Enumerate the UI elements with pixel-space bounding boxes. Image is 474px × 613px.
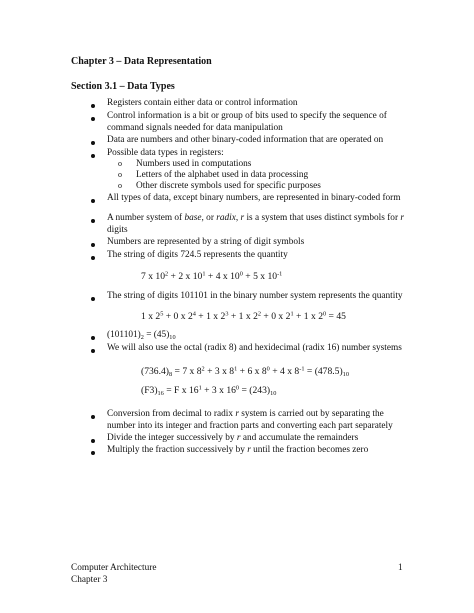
bullet-control-info: Control information is a bit or group of bits used to specify the sequence of (107, 111, 387, 121)
page-number: 1 (398, 563, 403, 573)
bullet-radix: A number system of base, or radix, r is a system that uses distinct symbols for r (107, 213, 404, 223)
chapter-heading: Chapter 3 – Data Representation (71, 56, 212, 67)
section-heading: Section 3.1 – Data Types (71, 81, 175, 92)
bullet-icon (91, 297, 95, 301)
bullet-divide: Divide the integer successively by r and accumulate the remainders (107, 433, 359, 443)
equation-binary: 1 x $2^5 + 0$ x $2^4 + 1$ x $2^3 + 1$ x $2^2 + 0$ x $2^1 + 1$ x $2^0 = 45$ (141, 310, 346, 322)
footer-course: Computer Architecture (71, 563, 157, 573)
bullet-icon (91, 141, 95, 145)
sub-bullet-icon: o (118, 170, 122, 179)
bullet-icon (91, 415, 95, 419)
sub-bullet-icon: o (118, 181, 122, 190)
sub-bullet-icon: o (118, 159, 122, 168)
footer-chapter: Chapter 3 (71, 575, 108, 585)
sub-item-letters: Letters of the alphabet used in data processing (136, 170, 309, 180)
bullet-control-info-cont: command signals needed for data manipulation (107, 123, 283, 133)
bullet-icon (91, 349, 95, 353)
bullet-101101: The string of digits 101101 in the binary number system represents the quantity (107, 291, 403, 301)
bullet-registers: Registers contain either data or control information (107, 98, 298, 108)
bullet-icon (91, 439, 95, 443)
equation-octal: $(736.4)_8 = 7$ x $8^2 + 3$ x $8^1 + 6$ x $8^0 + 4$ x $8^{-1} = (478.5)_{10}$ (141, 365, 349, 378)
bullet-724: The string of digits 724.5 represents the quantity (107, 250, 288, 260)
bullet-conversion-radix: Conversion from decimal to radix r system is carried out by separating the (107, 409, 384, 419)
sub-item-numbers: Numbers used in computations (136, 159, 252, 169)
sub-item-symbols: Other discrete symbols used for specific purposes (136, 181, 321, 191)
bullet-icon (91, 451, 95, 455)
bullet-icon (91, 117, 95, 121)
bullet-multiply: Multiply the fraction successively by r until the fraction becomes zero (107, 445, 369, 455)
bullet-icon (91, 219, 95, 223)
bullet-icon (91, 256, 95, 260)
bullet-numbers-digits: Numbers are represented by a string of digit symbols (107, 237, 305, 247)
bullet-data-types: Possible data types in registers: (107, 148, 224, 158)
bullet-octal-hex: We will also use the octal (radix 8) and hexidecimal (radix 16) number systems (107, 343, 402, 353)
bullet-icon (91, 154, 95, 158)
equation-hex: $(F3)_{16} = F$ x $16^1 + 3$ x $16^0 = (243)_{10}$ (141, 384, 277, 397)
bullet-icon (91, 104, 95, 108)
bullet-radix-cont: digits (107, 225, 128, 235)
bullet-all-types: All types of data, except binary numbers, are represented in binary-coded form (107, 193, 401, 203)
bullet-icon (91, 243, 95, 247)
bullet-conversion-radix-cont: number into its integer and fraction parts and converting each part separately (107, 421, 393, 431)
equation-decimal: 7 x $10^2 + 2$ x $10^1 + 4$ x $10^0 + 5$ x $10^{-1}$ (141, 270, 283, 282)
bullet-conversion: $(101101)_2 = (45)_{10}$ (107, 330, 176, 341)
bullet-icon (91, 199, 95, 203)
bullet-icon (91, 336, 95, 340)
bullet-data-numbers: Data are numbers and other binary-coded information that are operated on (107, 135, 384, 145)
